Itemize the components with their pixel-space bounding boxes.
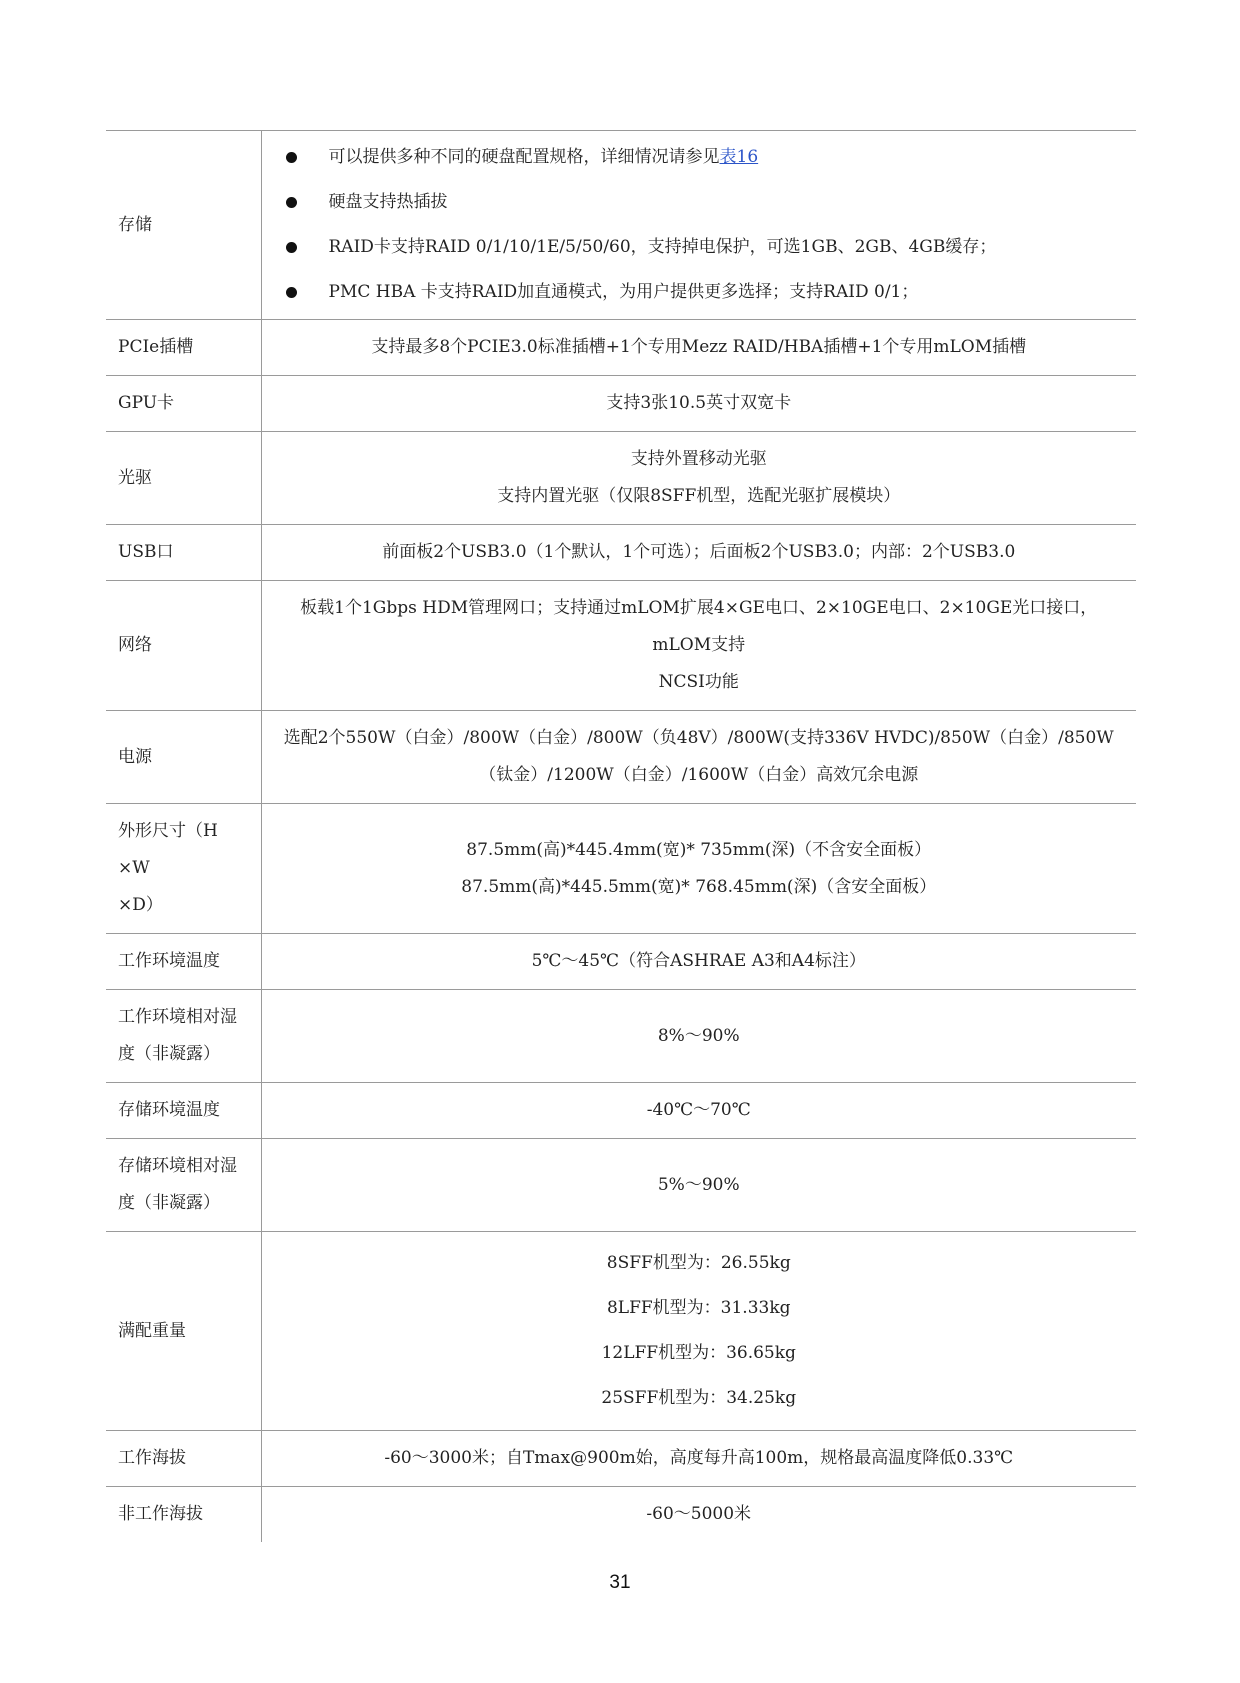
row-label: USB口 — [106, 525, 261, 581]
row-value — [261, 1232, 1136, 1431]
value-line: 支持内置光驱（仅限8SFF机型，选配光驱扩展模块） — [497, 486, 901, 506]
bullet-icon — [286, 152, 297, 163]
value-line: 87.5mm(高)*445.5mm(宽)* 768.45mm(深)（含安全面板） — [461, 876, 937, 897]
value-line: 25SFF机型为：34.25kg — [601, 1388, 797, 1408]
table-row-nonop-altitude — [106, 1487, 1136, 1543]
value-line: 87.5mm(高)*445.4mm(宽)* 735mm(深)（不含安全面板） — [466, 839, 932, 860]
row-value: 支持3张10.5英寸双宽卡 — [261, 376, 1136, 432]
list-item — [274, 270, 1125, 315]
table-row-op-altitude — [106, 1431, 1136, 1487]
spec-table — [106, 130, 1136, 1542]
label-line: 度（非凝露） — [118, 1044, 220, 1064]
table-row-dimensions — [106, 804, 1136, 934]
row-value: -60～5000米 — [261, 1487, 1136, 1543]
row-value: 5%～90% — [261, 1139, 1136, 1232]
table-row-st-temp — [106, 1083, 1136, 1139]
table-row-op-humidity — [106, 990, 1136, 1083]
bullet-list — [274, 135, 1125, 315]
value-line: NCSI功能 — [658, 672, 739, 692]
value-line: 8SFF机型为：26.55kg — [606, 1253, 791, 1273]
bullet-icon — [286, 287, 297, 298]
label-line: 外形尺寸（H ×W — [118, 821, 218, 878]
row-value: 支持最多8个PCIE3.0标准插槽+1个专用Mezz RAID/HBA插槽+1个专用mLOM插槽 — [261, 320, 1136, 376]
row-label: 存储环境温度 — [106, 1083, 261, 1139]
table-row-gpu — [106, 376, 1136, 432]
row-value: 5℃～45℃（符合ASHRAE A3和A4标注） — [261, 934, 1136, 990]
row-label: 存储 — [106, 131, 261, 320]
value-line: 8LFF机型为：31.33kg — [606, 1298, 791, 1318]
row-label — [106, 1139, 261, 1232]
bullet-icon — [286, 242, 297, 253]
row-value: -60～3000米；自Tmax@900m始，高度每升高100m，规格最高温度降低0.33℃ — [261, 1431, 1136, 1487]
row-label: 满配重量 — [106, 1232, 261, 1431]
row-label: GPU卡 — [106, 376, 261, 432]
table-row-weight — [106, 1232, 1136, 1431]
value-line: 选配2个550W（白金）/800W（白金）/800W（负48V）/800W(支持336V HVDC)/850W（白金）/850W — [283, 728, 1114, 748]
row-label: PCIe插槽 — [106, 320, 261, 376]
row-label: 网络 — [106, 581, 261, 711]
row-label — [106, 990, 261, 1083]
table-row-usb — [106, 525, 1136, 581]
table-row-pcie — [106, 320, 1136, 376]
list-item — [274, 135, 1125, 180]
row-label — [106, 804, 261, 934]
label-line: 存储环境相对湿 — [118, 1156, 237, 1176]
list-item — [274, 225, 1125, 270]
page-number: 31 — [609, 1572, 631, 1593]
table-row-storage — [106, 131, 1136, 320]
row-value: -40℃～70℃ — [261, 1083, 1136, 1139]
row-label: 工作海拔 — [106, 1431, 261, 1487]
bullet-text: 硬盘支持热插拔 — [328, 192, 448, 212]
table-link[interactable]: 表16 — [719, 147, 759, 167]
label-line: 工作环境相对湿 — [118, 1007, 237, 1027]
row-value — [261, 131, 1136, 320]
row-value: 8%～90% — [261, 990, 1136, 1083]
row-label: 光驱 — [106, 432, 261, 525]
bullet-icon — [286, 197, 297, 208]
value-line: （钛金）/1200W（白金）/1600W（白金）高效冗余电源 — [479, 765, 919, 785]
label-line: 度（非凝露） — [118, 1193, 220, 1213]
table-row-st-humidity — [106, 1139, 1136, 1232]
table-row-optical — [106, 432, 1136, 525]
row-value — [261, 711, 1136, 804]
table-row-power — [106, 711, 1136, 804]
row-label: 工作环境温度 — [106, 934, 261, 990]
list-item — [274, 180, 1125, 225]
row-value — [261, 432, 1136, 525]
table-row-op-temp — [106, 934, 1136, 990]
value-line: 支持外置移动光驱 — [630, 449, 767, 469]
bullet-text: 可以提供多种不同的硬盘配置规格，详细情况请参见 — [328, 147, 720, 167]
row-label: 非工作海拔 — [106, 1487, 261, 1543]
bullet-text: PMC HBA 卡支持RAID加直通模式，为用户提供更多选择；支持RAID 0/1； — [328, 282, 919, 302]
row-value — [261, 581, 1136, 711]
value-line: 12LFF机型为：36.65kg — [601, 1343, 796, 1363]
table-row-network — [106, 581, 1136, 711]
row-value — [261, 804, 1136, 934]
bullet-text: RAID卡支持RAID 0/1/10/1E/5/50/60，支持掉电保护，可选1GB、2GB、4GB缓存； — [328, 237, 997, 257]
label-line: ×D） — [118, 895, 163, 915]
value-line: 板载1个1Gbps HDM管理网口；支持通过mLOM扩展4×GE电口、2×10GE电口、2×10GE光口接口，mLOM支持 — [300, 598, 1098, 655]
row-label: 电源 — [106, 711, 261, 804]
row-value: 前面板2个USB3.0（1个默认，1个可选）；后面板2个USB3.0；内部：2个USB3.0 — [261, 525, 1136, 581]
